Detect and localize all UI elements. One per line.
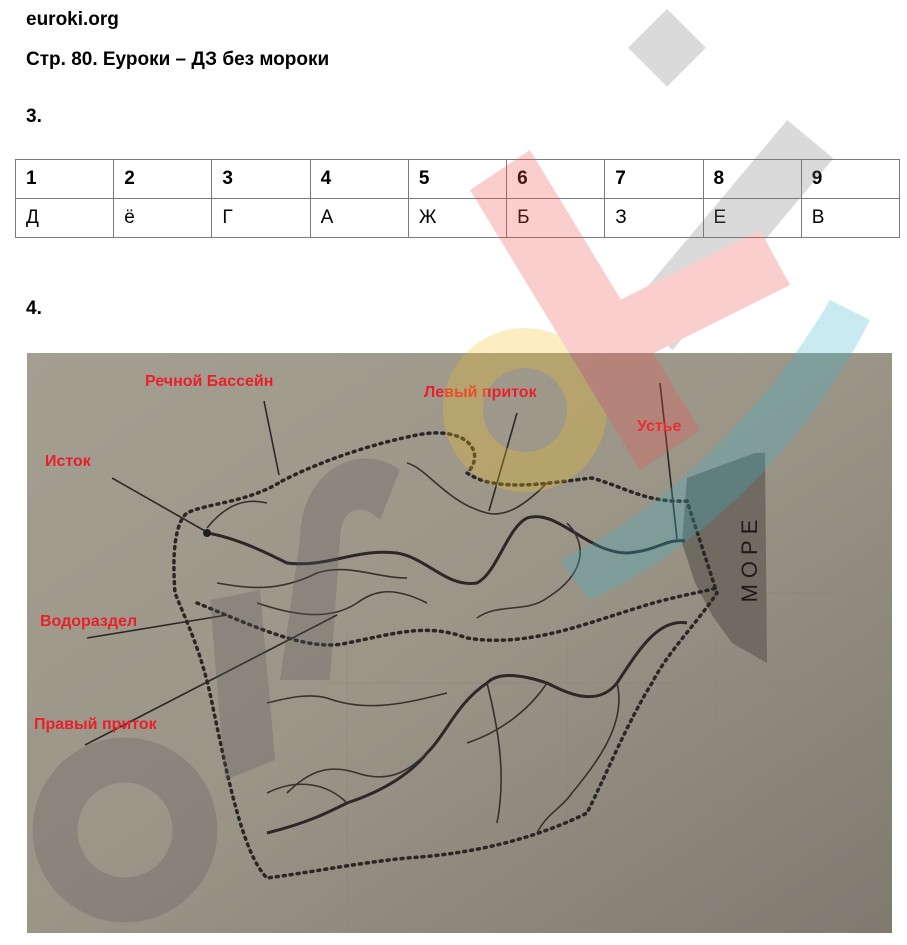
answer-table — [15, 159, 900, 238]
watermark-i-dot — [628, 9, 706, 87]
table-cell: ё — [114, 199, 212, 238]
table-cell: Б — [507, 199, 605, 238]
table-cell: 8 — [703, 160, 801, 199]
task-4-number: 4. — [26, 298, 42, 319]
table-cell: 5 — [408, 160, 506, 199]
table-cell: 1 — [16, 160, 114, 199]
answer-table-row — [16, 199, 900, 238]
table-cell: З — [605, 199, 703, 238]
site-name: euroki.org — [26, 9, 119, 30]
label-mouth: Устье — [637, 418, 682, 435]
label-basin: Речной Бассейн — [145, 373, 274, 390]
table-cell: Г — [212, 199, 310, 238]
label-right-tributary: Правый приток — [34, 716, 157, 733]
table-cell: Ж — [408, 199, 506, 238]
label-left-tributary: Левый приток — [424, 384, 537, 401]
table-cell: В — [801, 199, 899, 238]
table-cell: 7 — [605, 160, 703, 199]
label-watershed: Водораздел — [40, 613, 138, 630]
answer-table-header-row — [16, 160, 900, 199]
river-basin-photo — [27, 353, 892, 933]
table-cell: 3 — [212, 160, 310, 199]
page-title: Стр. 80. Еуроки – ДЗ без мороки — [26, 49, 330, 70]
table-cell: 9 — [801, 160, 899, 199]
table-cell: 4 — [310, 160, 408, 199]
label-source: Исток — [45, 453, 91, 470]
sea-label: МОРЕ — [737, 513, 762, 603]
table-cell: 2 — [114, 160, 212, 199]
table-cell: Д — [16, 199, 114, 238]
task-3-number: 3. — [26, 106, 42, 127]
table-cell: 6 — [507, 160, 605, 199]
table-cell: Е — [703, 199, 801, 238]
table-cell: А — [310, 199, 408, 238]
